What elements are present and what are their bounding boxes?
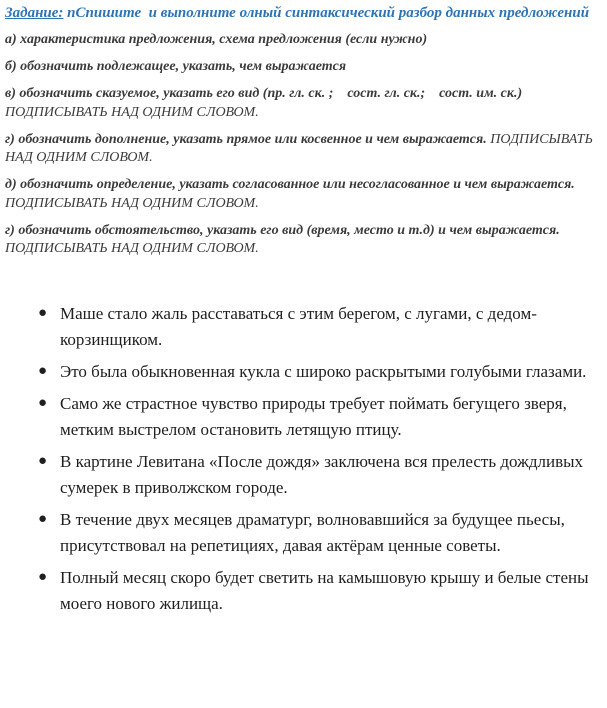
sentence-item [38,449,593,501]
instruction-g1-text: г) обозначить дополнение, указать прямое или косвенное и чем выражается. [5,131,487,147]
instruction-g1-note: ПОДПИСЫВАТЬ НАД ОДНИМ СЛОВОМ. [5,131,597,165]
bullet-icon: ● [38,362,48,379]
instruction-g2-note: ПОДПИСЫВАТЬ НАД ОДНИМ СЛОВОМ. [5,241,259,256]
instruction-item-a [5,31,601,50]
sentence-item [38,565,593,617]
sentence-item [38,507,593,559]
assignment-instructions [5,4,601,259]
instruction-item-v [5,85,601,122]
bullet-icon: ● [38,452,48,469]
sentence-text: В картине Левитана «После дождя» заключена вся прелесть дождливых сумерек в приволжском городе. [60,451,584,497]
sentence-item [38,391,593,443]
bullet-icon: ● [38,568,48,585]
instruction-v-note: ПОДПИСЫВАТЬ НАД ОДНИМ СЛОВОМ. [5,104,259,120]
assignment-heading [5,4,601,23]
sentence-text: Полный месяц скоро будет светить на камышовую крышу и белые стены моего нового жилища. [60,567,589,613]
sentence-item [38,301,593,353]
sentence-text: Маше стало жаль расставаться с этим берегом, с лугами, с дедом-корзинщиком. [60,303,537,349]
instruction-item-d [5,176,601,213]
instruction-d-note: ПОДПИСЫВАТЬ НАД ОДНИМ СЛОВОМ. [5,195,259,211]
bullet-icon: ● [38,304,48,321]
instruction-a-text: а) характеристика предложения, схема предложения (если нужно) [5,32,428,47]
sentence-text: В течение двух месяцев драматург, волновавшийся за будущее пьесы, присутствовал на репетициях, давая актёрам ценные советы. [60,509,565,555]
bullet-icon: ● [38,510,48,527]
sentence-text: Это была обыкновенная кукла с широко раскрытыми голубыми глазами. [60,361,587,381]
sentence-item [38,359,593,385]
instruction-b-text: б) обозначить подлежащее, указать, чем выражается [5,59,347,74]
sentence-list [5,301,601,617]
assignment-title-text: пСпишите и выполните олный синтаксический разбор данных предложений [63,5,590,21]
instruction-item-g1 [5,131,601,168]
instruction-v-text: в) обозначить сказуемое, указать его вид (пр. гл. ск. ; сост. гл. ск.; сост. им. ск.) [5,86,523,101]
assignment-title-label: Задание: [5,5,64,21]
instruction-item-g2 [5,222,601,259]
instruction-item-b [5,58,601,77]
bullet-icon: ● [38,394,48,411]
instruction-d-text: д) обозначить определение, указать согласованное или несогласованное и чем выражается. [5,177,575,192]
sentence-text: Само же страстное чувство природы требует поймать бегущего зверя, метким выстрелом остановить летящую птицу. [60,393,567,439]
instruction-g2-text: г) обозначить обстоятельство, указать его вид (время, место и т.д) и чем выражается. [5,222,560,238]
